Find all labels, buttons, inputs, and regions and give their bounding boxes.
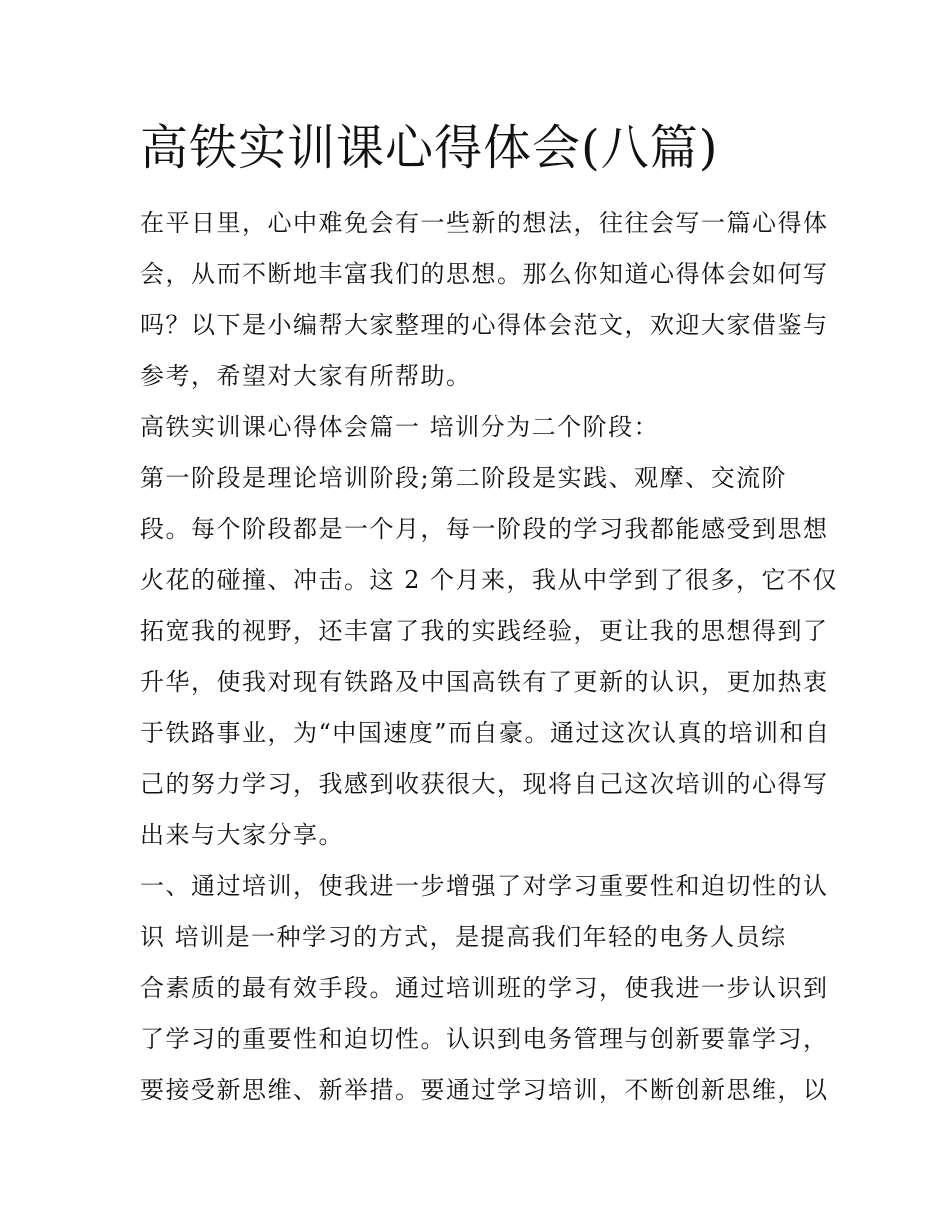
text-line: 参考，希望对大家有所帮助。 bbox=[140, 362, 472, 390]
text-line: 拓宽我的视野，还丰富了我的实践经验，更让我的思想得到了 bbox=[140, 617, 829, 645]
text-line: 合素质的最有效手段。通过培训班的学习，使我进一步认识到 bbox=[140, 974, 829, 1002]
text-line: 火花的碰撞、冲击。这 2 个月来，我从中学到了很多，它不仅 bbox=[140, 566, 839, 594]
text-line: 己的努力学习，我感到收获很大，现将自己这次培训的心得写 bbox=[140, 770, 829, 798]
text-line: 要接受新思维、新举措。要通过学习培训，不断创新思维，以 bbox=[140, 1076, 829, 1104]
text-line: 在平日里，心中难免会有一些新的想法，往往会写一篇心得体 bbox=[140, 209, 829, 237]
document-title: 高铁实训课心得体会(八篇) bbox=[140, 120, 719, 176]
text-line: 第一阶段是理论培训阶段;第二阶段是实践、观摩、交流阶 bbox=[140, 464, 788, 492]
text-line: 升华，使我对现有铁路及中国高铁有了更新的认识，更加热衷 bbox=[140, 668, 829, 696]
text-line: 段。每个阶段都是一个月，每一阶段的学习我都能感受到思想 bbox=[140, 515, 829, 543]
text-line: 出来与大家分享。 bbox=[140, 821, 344, 849]
text-line: 吗？以下是小编帮大家整理的心得体会范文，欢迎大家借鉴与 bbox=[140, 311, 829, 339]
text-line: 于铁路事业，为“中国速度”而自豪。通过这次认真的培训和自 bbox=[140, 719, 831, 747]
text-line: 一、通过培训，使我进一步增强了对学习重要性和迫切性的认 bbox=[140, 872, 829, 900]
section-heading-line: 高铁实训课心得体会篇一 培训分为二个阶段： bbox=[140, 413, 660, 441]
text-line: 会，从而不断地丰富我们的思想。那么你知道心得体会如何写 bbox=[140, 260, 829, 288]
document-body bbox=[140, 198, 839, 1116]
text-line: 了学习的重要性和迫切性。认识到电务管理与创新要靠学习， bbox=[140, 1025, 829, 1053]
text-line: 识 培训是一种学习的方式，是提高我们年轻的电务人员综 bbox=[140, 923, 787, 951]
